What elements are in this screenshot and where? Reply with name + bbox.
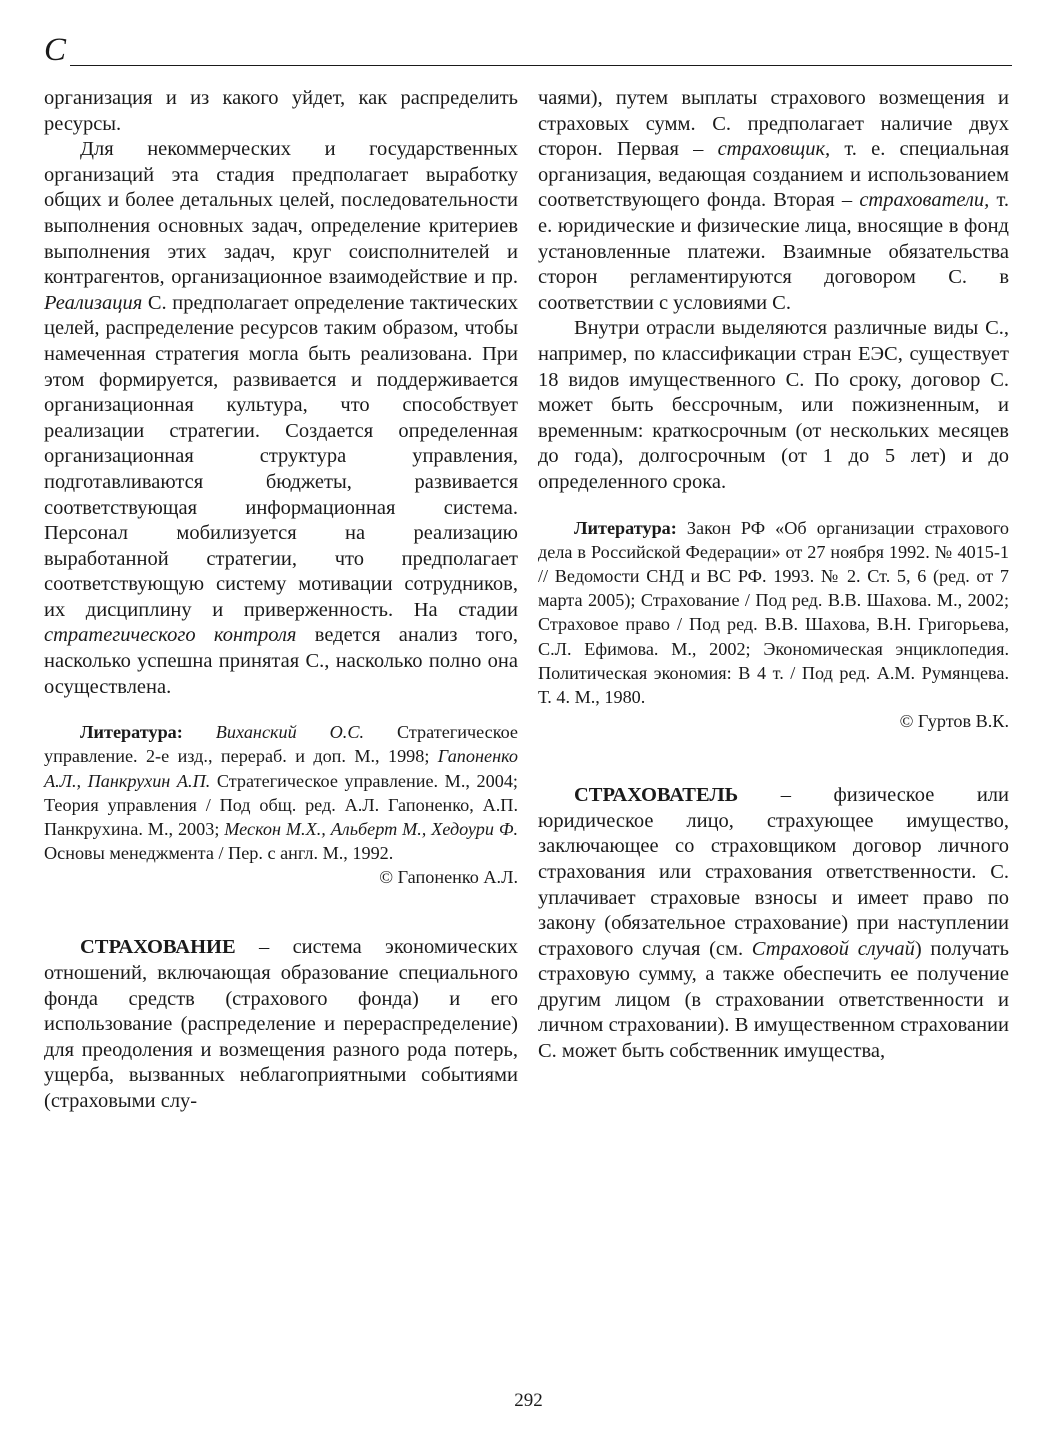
entry-definition: – система экономических отношений, включающая образование специального фонда средств (страхового фонда) и его использование (распределение и перераспределение) для преодоления и возмещения разного рода потерь, ущерба, вызванных неблагоприятными событиями (страховыми слу- — [44, 936, 518, 1113]
text-run: ведется анализ того, насколько успешна принятая С., насколько полно она осуществлена. — [44, 624, 519, 698]
paragraph-insurance-parties — [538, 86, 1009, 316]
entry-definition: ) получать страховую сумму, а также обеспечить ее получение другим лицом (в страховании ответственности и личном страховании). В имущественном страховании С. может быть собственник имущества, — [538, 937, 1009, 1063]
text-run: Для некоммерческих и государственных организаций эта стадия предполагает выработку общих и более детальных целей, последовательности выполнения основных задач, определение критериев выполнения этих задач, круг соисполнителей и контрагентов, организационное взаимодействие и пр. — [44, 138, 518, 289]
italic-term-policyholders: страхователи, — [859, 189, 990, 212]
text-run: Стратегическое управление. 2-е изд., перераб. и доп. М., 1998; — [44, 722, 518, 767]
right-column — [538, 86, 1009, 1065]
literature-block-strategy — [44, 720, 518, 865]
italic-term-realization: Реализация — [44, 291, 143, 314]
author-names: Мескон М.Х., Альберт М., Хедоури Ф. — [224, 819, 518, 840]
italic-term-insurer: страховщик, — [717, 138, 831, 161]
text-run: т. е. специальная организация, ведающая созданием и использованием соответствующего фонда. Вторая – — [538, 138, 1009, 212]
entry-definition: – физическое или юридическое лицо, страхующее имущество, заключающее со страховщиком договор личного страхования или страхования ответственности. С. уплачивает страховые взносы и имеет право по закону (обязательное страхование) при наступлении страхового случая (см. — [538, 784, 1009, 960]
literature-label: Литература: — [574, 517, 677, 538]
literature-block-insurance — [538, 516, 1009, 710]
text-run: т. е. юридические и физические лица, вносящие в фонд установленные платежи. Взаимные обязательства сторон регламентируются договором С. в соответствии с условиями С. — [538, 189, 1010, 314]
entry-term: СТРАХОВАНИЕ — [80, 936, 236, 959]
text-run: Основы менеджмента / Пер. с англ. М., 1992. — [44, 843, 394, 864]
entry-insurance — [44, 935, 518, 1114]
section-letter: С — [44, 32, 67, 68]
page-number: 292 — [514, 1390, 543, 1411]
author-names: Виханский О.С. — [215, 722, 365, 743]
text-run: С. предполагает определение тактических целей, распределение ресурсов таким образом, чтобы намеченная стратегия могла быть реализована. При этом формируется, развивается и поддерживается организационная культура, что способствует реализации стратегии. Создается определенная организационная структура управления, подготавливаются бюджеты, развивается соответствующая информационная система. Персонал мобилизуется на реализацию выработанной стратегии, что предполагает соответствующую систему мотивации сотрудников, их дисциплину и приверженность. На стадии — [44, 291, 518, 621]
paragraph-insurance-types: Внутри отрасли выделяются различные виды С., например, по классификации стран ЕЭС, существует 18 видов имущественного С. По сроку, договор С. может быть бессрочным, или пожизненным, и временным: краткосрочным (от нескольких месяцев до года), долгосрочным (от 1 до 5 лет) и до определенного срока. — [538, 317, 1009, 493]
italic-term-strategic-control: стратегического контроля — [44, 624, 297, 647]
author-names: Гапоненко А.Л., Панкрухин А.П. — [44, 746, 518, 791]
header-rule — [70, 65, 1012, 66]
entry-policyholder — [538, 783, 1009, 1065]
cross-reference-link[interactable]: Страховой случай — [751, 937, 915, 960]
entry-term: СТРАХОВАТЕЛЬ — [574, 784, 739, 807]
text-run: чаями), путем выплаты страхового возмещения и страховых сумм. С. предполагает наличие двух сторон. Первая – — [538, 87, 1009, 161]
paragraph-continuation: организация и из какого уйдет, как распределить ресурсы. — [44, 87, 518, 135]
text-run: Закон РФ «Об организации страхового дела в Российской Федерации» от 27 ноября 1992. № 4015-1 // Ведомости СНД и ВС РФ. 1993. № 2. Ст. 5, 6 (ред. от 7 марта 2005); Страхование / Под ред. В.В. Шахова. М., 2002; Страховое право / Под ред. В.В. Шахова, В.Н. Григорьева, С.Л. Ефимова. М., 2002; Экономическая энциклопедия. Политическая экономия: В 4 т. / Под ред. А.М. Румянцева. Т. 4. М., 1980. — [538, 517, 1009, 707]
paragraph-strategy-stages — [44, 137, 518, 700]
copyright-line: © Гапоненко А.Л. — [379, 867, 518, 888]
left-column — [44, 86, 518, 1115]
copyright-line: © Гуртов В.К. — [899, 711, 1009, 732]
literature-label: Литература: — [80, 722, 183, 743]
text-run: Стратегическое управление. М., 2004; Теория управления / Под общ. ред. А.Л. Гапоненко, А.П. Панкрухина. М., 2003; — [44, 770, 518, 840]
